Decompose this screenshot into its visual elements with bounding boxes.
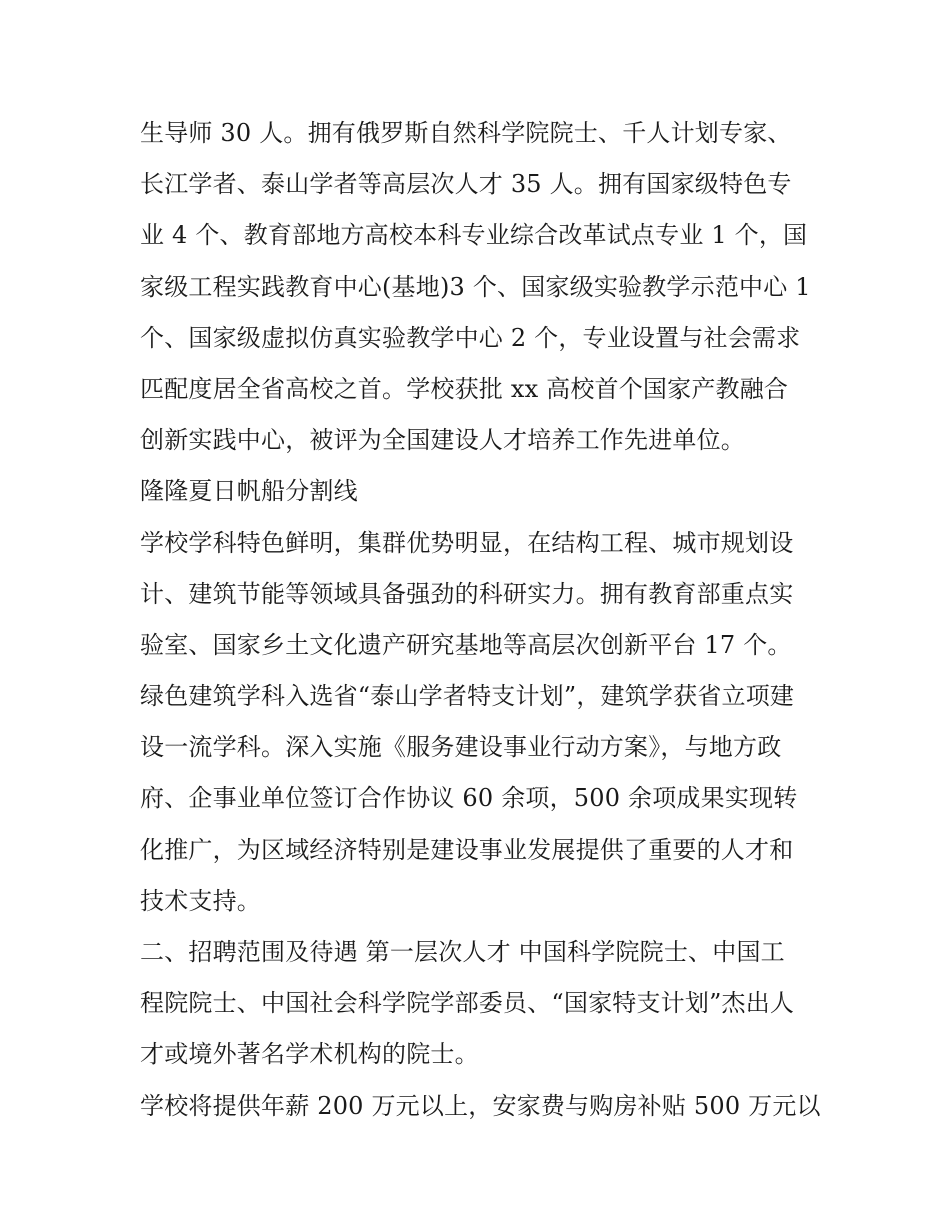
text-line: 业 4 个、教育部地方高校本科专业综合改革试点专业 1 个，国	[140, 221, 808, 250]
text-line: 化推广，为区域经济特别是建设事业发展提供了重要的人才和	[140, 835, 794, 864]
text-line: 创新实践中心，被评为全国建设人才培养工作先进单位。	[140, 426, 745, 455]
text-line: 家级工程实践教育中心(基地)3 个、国家级实验教学示范中心 1	[140, 272, 811, 301]
text-line: 长江学者、泰山学者等高层次人才 35 人。拥有国家级特色专	[140, 170, 792, 199]
text-line: 绿色建筑学科入选省“泰山学者特支计划”，建筑学获省立项建	[140, 682, 795, 711]
text-line: 府、企事业单位签订合作协议 60 余项，500 余项成果实现转	[140, 784, 798, 813]
text-line: 验室、国家乡土文化遗产研究基地等高层次创新平台 17 个。	[140, 630, 792, 659]
document-body	[140, 108, 830, 1132]
text-line: 学校学科特色鲜明，集群优势明显，在结构工程、城市规划设	[140, 528, 794, 557]
text-line: 计、建筑节能等领域具备强劲的科研实力。拥有教育部重点实	[140, 579, 794, 608]
section-divider-text: 隆隆夏日帆船分割线	[140, 477, 358, 506]
text-line: 设一流学科。深入实施《服务建设事业行动方案》，与地方政	[140, 733, 782, 762]
text-line: 个、国家级虚拟仿真实验教学中心 2 个，专业设置与社会需求	[140, 323, 801, 352]
text-line: 程院院士、中国社会科学院学部委员、“国家特支计划”杰出人	[140, 989, 795, 1018]
text-line: 才或境外著名学术机构的院士。	[140, 1040, 479, 1069]
text-line: 匹配度居全省高校之首。学校获批 xx 高校首个国家产教融合	[140, 374, 789, 403]
text-line: 学校将提供年薪 200 万元以上，安家费与购房补贴 500 万元以	[140, 1091, 821, 1120]
text-line: 生导师 30 人。拥有俄罗斯自然科学院院士、千人计划专家、	[140, 119, 792, 147]
text-line: 技术支持。	[140, 886, 261, 915]
section-heading-line: 二、招聘范围及待遇 第一层次人才 中国科学院院士、中国工	[140, 938, 785, 966]
